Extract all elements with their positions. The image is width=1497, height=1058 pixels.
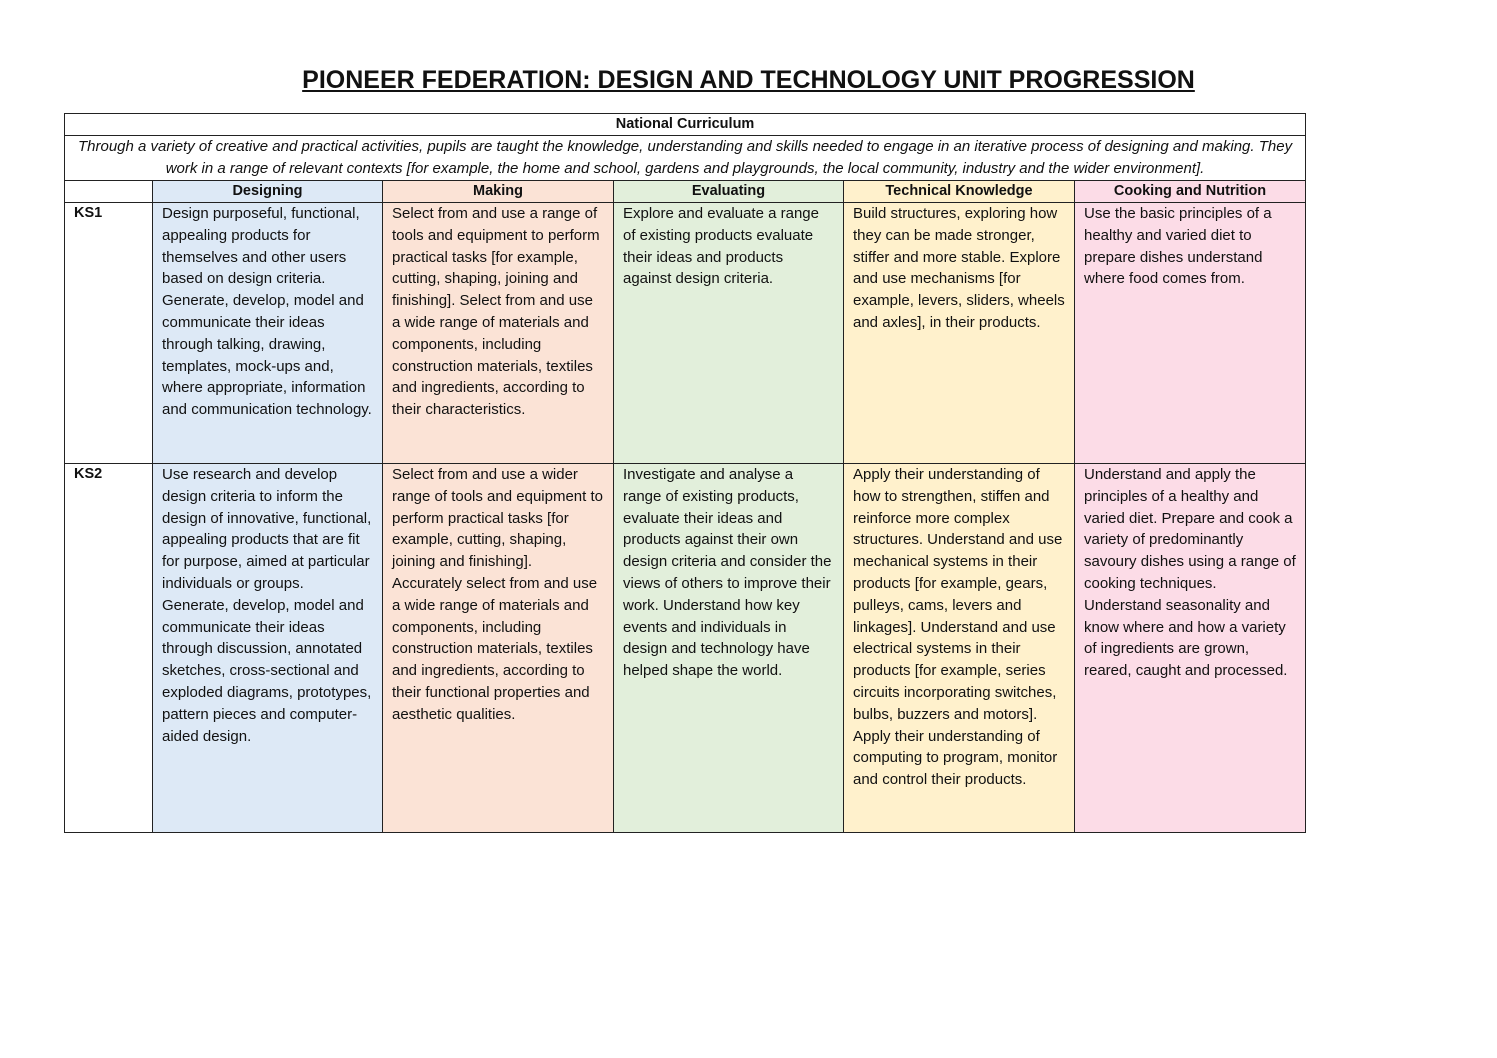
national-curriculum-heading: National Curriculum [65,114,1306,136]
document-title: PIONEER FEDERATION: DESIGN AND TECHNOLOGY UNIT PROGRESSION [302,66,1195,94]
cell-designing: Design purposeful, functional, appealing products for themselves and other users based on design criteria. Generate, develop, model and communicate their ideas through talking, drawing, templates, mock-ups and, where appropriate, information and communication technology. [153,203,383,464]
column-header-stage [65,181,153,203]
column-header-evaluating: Evaluating [614,181,844,203]
table-row-ks2 [65,464,1306,833]
cell-designing: Use research and develop design criteria to inform the design of innovative, functional, appealing products that are fit for purpose, aimed at particular individuals or groups. Generate, develop, model and communicate their ideas through discussion, annotated sketches, cross-sectional and exploded diagrams, prototypes, pattern pieces and computer-aided design. [153,464,383,833]
table-row-ks1 [65,203,1306,464]
cell-evaluating: Explore and evaluate a range of existing products evaluate their ideas and products against design criteria. [614,203,844,464]
national-curriculum-heading-row [65,114,1306,136]
cell-technical-knowledge: Apply their understanding of how to strengthen, stiffen and reinforce more complex structures. Understand and use mechanical systems in their products [for example, gears, pulleys, cams, levers and linkages]. Understand and use electrical systems in their products [for example, series circuits incorporating switches, bulbs, buzzers and motors]. Apply their understanding of computing to program, monitor and control their products. [844,464,1075,833]
national-curriculum-text-row [65,136,1306,181]
column-header-cooking-nutrition: Cooking and Nutrition [1075,181,1306,203]
cell-cooking-nutrition: Use the basic principles of a healthy and varied diet to prepare dishes understand where food comes from. [1075,203,1306,464]
cell-making: Select from and use a wider range of tools and equipment to perform practical tasks [for example, cutting, shaping, joining and finishing]. Accurately select from and use a wide range of materials and components, including construction materials, textiles and ingredients, according to their functional properties and aesthetic qualities. [383,464,614,833]
progression-table [64,113,1306,833]
stage-label: KS1 [65,203,153,464]
cell-making: Select from and use a range of tools and equipment to perform practical tasks [for example, cutting, shaping, joining and finishing]. Select from and use a wide range of materials and components, including construction materials, textiles and ingredients, according to their characteristics. [383,203,614,464]
column-header-designing: Designing [153,181,383,203]
column-header-row [65,181,1306,203]
cell-technical-knowledge: Build structures, exploring how they can be made stronger, stiffer and more stable. Explore and use mechanisms [for example, levers, sliders, wheels and axles], in their products. [844,203,1075,464]
column-header-technical-knowledge: Technical Knowledge [844,181,1075,203]
column-header-making: Making [383,181,614,203]
cell-evaluating: Investigate and analyse a range of existing products, evaluate their ideas and products against their own design criteria and consider the views of others to improve their work. Understand how key events and individuals in design and technology have helped shape the world. [614,464,844,833]
cell-cooking-nutrition: Understand and apply the principles of a healthy and varied diet. Prepare and cook a variety of predominantly savoury dishes using a range of cooking techniques. Understand seasonality and know where and how a variety of ingredients are grown, reared, caught and processed. [1075,464,1306,833]
stage-label: KS2 [65,464,153,833]
national-curriculum-text: Through a variety of creative and practical activities, pupils are taught the knowledge, understanding and skills needed to engage in an iterative process of designing and making. They work in a range of relevant contexts [for example, the home and school, gardens and playgrounds, the local community, industry and the wider environment]. [65,136,1306,181]
